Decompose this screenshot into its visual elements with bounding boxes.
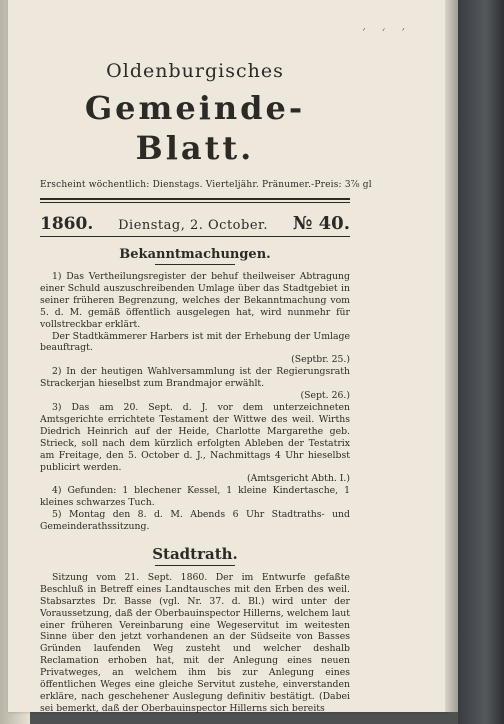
page-content: [40, 60, 372, 715]
publication-info: Erscheint wöchentlich: Dienstags. Vierteljähr. Pränumer.-Preis: 3⅞ gl: [40, 180, 372, 190]
pencil-mark: ’ ‘ ’: [362, 26, 412, 40]
heading-rule: [155, 264, 235, 265]
stadtrath-body: [40, 572, 350, 715]
masthead-title: Gemeinde-Blatt.: [84, 89, 306, 167]
section-heading-stadtrath: Stadtrath.: [152, 544, 238, 563]
announcements-body: [40, 271, 350, 533]
book-spine: [458, 0, 504, 724]
announcement-4: 4) Gefunden: 1 blechener Kessel, 1 kleine Kindertasche, 1 kleines schwarzes Tuch.: [40, 485, 350, 509]
issue-date: Dienstag, 2. October.: [118, 218, 268, 233]
stadtrath-paragraph: Sitzung vom 21. Sept. 1860. Der im Entwurfe gefaßte Beschluß in Betreff eines Landtausches mit den Erben des weil. Stabsarztes Dr. Basse (vgl. Nr. 37. d. Bl.) wird unter der Voraussetzung, daß der Oberbauinspector Hillerns, welchem laut einer früheren Vereinbarung eine Wegeservitut im weitesten Sinne über den jetzt vorhandenen an der Südseite von Basses Gründen laufenden Weg zusteht und welcher deshalb Reclamation erhoben hat, mit der Anlegung eines neuen Privatweges, an welchem ihm bis zur Anlegung eines öffentlichen Weges eine gleiche Servitut zustehe, einverstanden erkläre, nach geschehener Auslegung definitiv bestätigt. (Dabei sei bemerkt, daß der Oberbauinspector Hillerns sich bereits: [40, 571, 350, 714]
section-heading-announcements: Bekanntmachungen.: [119, 247, 271, 262]
issue-year: 1860.: [40, 214, 94, 234]
rule-thin-2: [40, 236, 350, 237]
announcement-1: 1) Das Vertheilungsregister der behuf theilweiser Abtragung einer Schuld auszuschreibenden Umlage über das Stadtgebiet in seiner früheren Begrenzung, welches der Bekanntmachung vom 5. d. M. gemäß öffentlich ausgelegen hat, wird nunmehr für vollstreckbar erklärt.: [40, 271, 350, 330]
announcement-3: 3) Das am 20. Sept. d. J. vor dem unterzeichneten Amtsgerichte errichtete Testament der Wittwe des weil. Wirths Diedrich Heinrich auf der Heide, Charlotte Margarethe geb. Strieck, soll nach dem kürzlich erfolgten Ableben der Testatrix am Freitage, den 5. October d. J., Nachmittags 4 Uhr hieselbst publicirt werden.: [40, 401, 350, 473]
rule-thin: [40, 202, 350, 203]
announcement-1b: Der Stadtkämmerer Harbers ist mit der Erhebung der Umlage beauftragt.: [40, 330, 350, 354]
page-fore-edge: [445, 0, 459, 712]
announcement-5: 5) Montag den 8. d. M. Abends 6 Uhr Stadtraths- und Gemeinderathssitzung.: [40, 509, 350, 533]
masthead-subtitle: Oldenburgisches: [106, 60, 284, 82]
issue-number: № 40.: [292, 213, 350, 234]
announcement-note-2: (Sept. 26.): [300, 390, 350, 402]
dateline: [40, 213, 350, 234]
announcement-2: 2) In der heutigen Wahlversammlung ist der Regierungsrath Strackerjan hieselbst zum Brandmajor erwählt.: [40, 366, 350, 390]
rule-thick: [40, 198, 350, 200]
heading-rule-2: [155, 565, 235, 566]
announcement-note-1: (Septbr. 25.): [291, 354, 350, 366]
announcement-note-3: (Amtsgericht Abth. I.): [247, 473, 350, 485]
